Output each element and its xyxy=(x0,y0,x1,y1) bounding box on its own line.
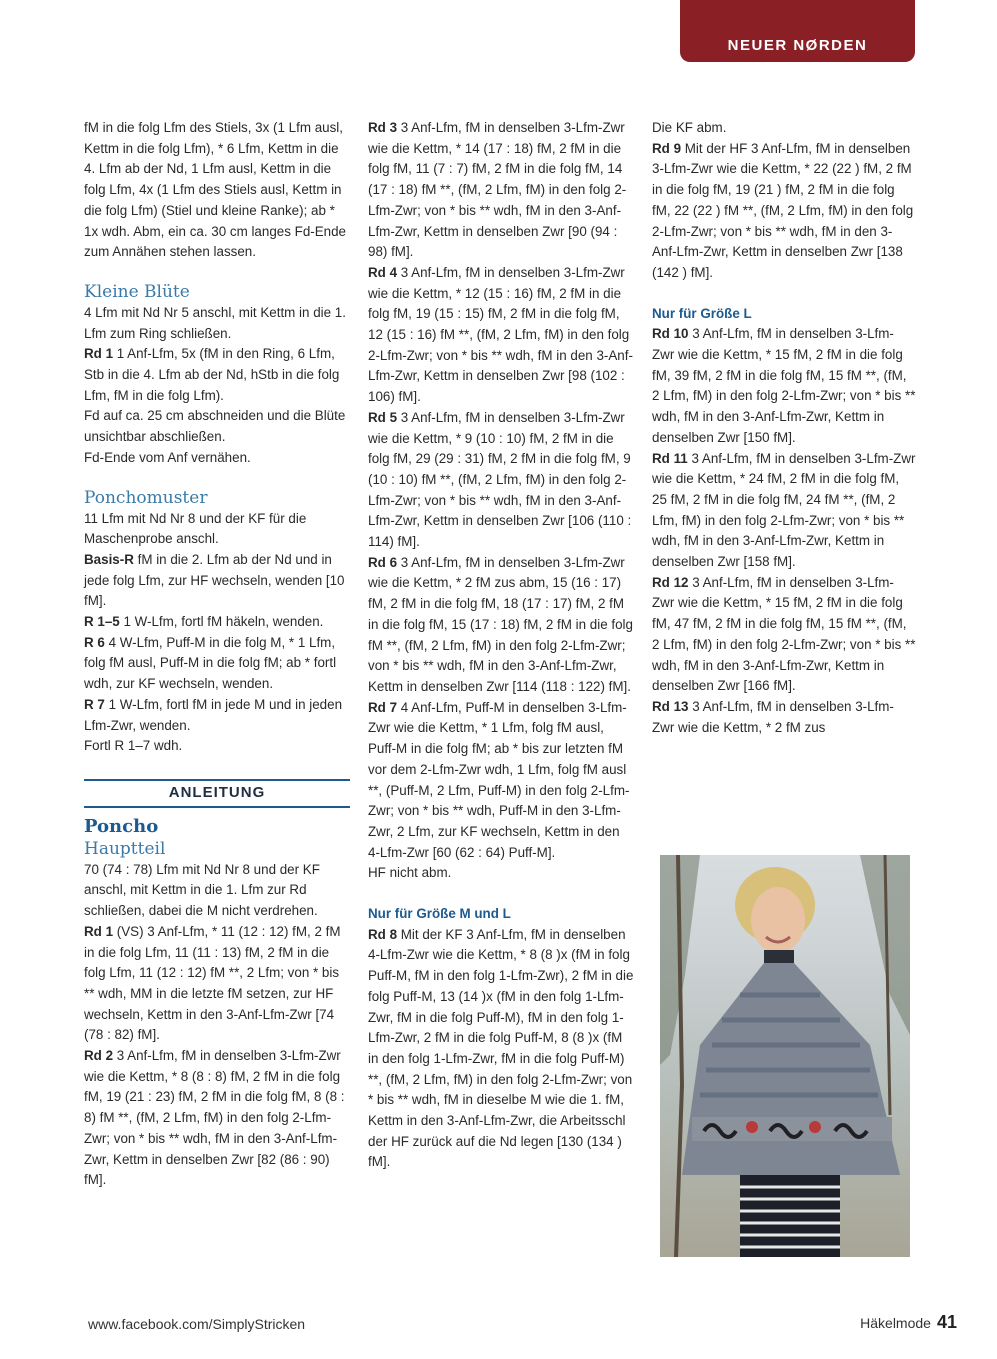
ponchomuster-r1-5: R 1–5 1 W-Lfm, fortl fM häkeln, wenden. xyxy=(84,614,324,630)
poncho-title: Poncho xyxy=(84,815,159,837)
round-3: Rd 3 3 Anf-Lfm, fM in denselben 3-Lfm-Zwr wie die Kettm, * 14 (17 : 18) fM, 2 fM in die folg fM, 11 (7 : 7) fM, 2 fM in die folg fM, 14 (17 : 18) fM **, (fM, 2 Lfm, fM) in den folg 2-Lfm-Zwr; von * bis ** wdh, fM in den 3-Anf-Lfm-Zwr, Kettm in denselben Zwr [90 (94 : 98) fM]. xyxy=(368,120,627,260)
round-4: Rd 4 3 Anf-Lfm, fM in denselben 3-Lfm-Zwr wie die Kettm, * 12 (15 : 16) fM, 2 fM in die folg fM, 19 (15 : 15) fM, 2 fM in die folg fM, 12 (15 : 16) fM **, (fM, 2 Lfm, fM) in den folg 2-Lfm-Zwr; von * bis ** wdh, fM in den 3-Anf-Lfm-Zwr, Kettm in denselben Zwr [98 (102 : 106) fM]. xyxy=(368,264,633,405)
kleine-bluete-rd1: Rd 1 1 Anf-Lfm, 5x (fM in den Ring, 6 Lfm, Stb in die 4. Lfm ab der Nd, hStb in die folg Lfm, fM in die folg Lfm). xyxy=(84,346,340,403)
round-11: Rd 11 3 Anf-Lfm, fM in denselben 3-Lfm-Zwr wie die Kettm, * 24 fM, 2 fM in die folg fM, 25 fM, 2 fM in die folg fM, 24 fM **, (fM, 2 Lfm, fM) in den folg 2-Lfm-Zwr; von * bis ** wdh, fM in den 3-Anf-Lfm-Zwr, Kettm in denselben Zwr [158 fM]. xyxy=(652,450,916,570)
poncho-photo xyxy=(660,855,910,1257)
round-7: Rd 7 4 Anf-Lfm, Puff-M in denselben 3-Lfm-Zwr wie die Kettm, * 1 Lfm, folg fM ausl, Puff-M in die folg fM; ab * bis zur letzten fM vor dem 2-Lfm-Zwr wdh, 1 Lfm, folg fM ausl **, (Puff-M, 2 Lfm, Puff-M) in den folg 2-Lfm-Zwr; von * bis ** wdh, Puff-M in den 3-Lfm-Zwr, 2 Lfm, zur KF wechseln, Kettm in den 4-Lfm-Zwr [60 (62 : 64) Puff-M]. xyxy=(368,699,630,860)
section-tab xyxy=(680,0,915,62)
round-2: Rd 2 3 Anf-Lfm, fM in denselben 3-Lfm-Zwr wie die Kettm, * 8 (8 : 8) fM, 2 fM in die folg fM, 19 (21 : 23) fM, 2 fM in die folg fM, 8 (8 : 8) fM **, (fM, 2 Lfm, fM) in den folg 2-Lfm-Zwr; von * bis ** wdh, fM in den 3-Anf-Lfm-Zwr, Kettm in denselben Zwr [82 (86 : 90) fM]. xyxy=(84,1048,345,1188)
ponchomuster-heading: Ponchomuster xyxy=(84,487,208,508)
footer-url: www.facebook.com/SimplyStricken xyxy=(88,1316,306,1332)
ponchomuster-r6: R 6 4 W-Lfm, Puff-M in die folg M, * 1 Lfm, folg fM ausl, Puff-M in die folg fM; ab * fortl wdh, zur KF wechseln, wenden. xyxy=(84,634,337,692)
section-tab-label: NEUER NØRDEN xyxy=(727,37,868,54)
round-5: Rd 5 3 Anf-Lfm, fM in denselben 3-Lfm-Zwr wie die Kettm, * 9 (10 : 10) fM, 2 fM in die folg fM, 29 (29 : 31) fM, 2 fM in die folg fM, 9 (10 : 10) fM **, (fM, 2 Lfm, fM) in den folg 2-Lfm-Zwr; von * bis ** wdh, fM in den 3-Anf-Lfm-Zwr, Kettm in denselben Zwr [106 (110 : 114) fM]. xyxy=(368,409,632,550)
round-8: Rd 8 Mit der KF 3 Anf-Lfm, fM in denselben 4-Lfm-Zwr wie die Kettm, * 8 (8 )x (fM in folg Puff-M, fM in den folg 1-Lfm-Zwr), 2 fM in die folg Puff-M, 13 (14 )x (fM in den folg 1-Lfm-Zwr, fM in die folg Puff-M), fM in den folg 1-Lfm-Zwr, 2 fM in die folg Puff-M, 8 (8 )x (fM in den folg 1-Lfm-Zwr, fM in die folg Puff-M) **, (fM, 2 Lfm, fM) in den folg 2-Lfm-Zwr; von * bis ** wdh, fM in dieselbe M wie die 1. fM, Kettm in den 3-Anf-Lfm-Zwr, die Arbeitsschl der HF zurück auf die Nd legen [130 (134 ) fM]. xyxy=(368,926,634,1170)
kleine-bluete-heading: Kleine Blüte xyxy=(84,281,190,302)
kleine-bluete-p2: Fd auf ca. 25 cm abschneiden und die Blüte unsichtbar abschließen. xyxy=(84,408,346,445)
hauptteil-heading: Hauptteil xyxy=(84,838,166,859)
footer-right xyxy=(860,1312,957,1333)
kf-abm: Die KF abm. xyxy=(652,120,727,135)
ponchomuster-fortl: Fortl R 1–7 wdh. xyxy=(84,738,183,754)
round-6: Rd 6 3 Anf-Lfm, fM in denselben 3-Lfm-Zwr wie die Kettm, * 2 fM zus abm, 15 (16 : 17) fM, 2 fM in die folg fM, 18 (17 : 17) fM, 2 fM in die folg fM, 15 (17 : 18) fM, 2 fM in die folg fM **, (fM, 2 Lfm, fM) in den folg 2-Lfm-Zwr; von * bis ** wdh, fM in den 3-Anf-Lfm-Zwr, Kettm in denselben Zwr [114 (118 : 122) fM]. xyxy=(368,554,633,694)
hf-nicht-abm: HF nicht abm. xyxy=(368,865,452,881)
round-1: Rd 1 (VS) 3 Anf-Lfm, * 11 (12 : 12) fM, 2 fM in die folg Lfm, 11 (11 : 13) fM, 2 fM in die folg Lfm, 11 (12 : 12) fM **, 2 Lfm; von * bis ** wdh, MM in die letzte fM setzen, zur HF wechseln, Kettm in den 3-Anf-Lfm-Zwr [74 (78 : 82) fM]. xyxy=(84,923,341,1043)
ponchomuster-p1: 11 Lfm mit Nd Nr 8 und der KF für die Maschenprobe anschl. xyxy=(84,510,307,547)
intro-paragraph: fM in die folg Lfm des Stiels, 3x (1 Lfm ausl, Kettm in die folg Lfm), * 6 Lfm, Kettm in die 4. Lfm ab der Nd, 1 Lfm ausl, Kettm in die folg Lfm, 4x (1 Lfm des Stiels ausl, Kettm in die folg Lfm) (Stiel und kleine Ranke); ab * 1x wdh. Abm, ein ca. 30 cm langes Fd-Ende zum Annähen stehen lassen. xyxy=(84,120,346,260)
page-number: 41 xyxy=(936,1312,957,1332)
size-m-l-heading: Nur für Größe M und L xyxy=(368,906,511,922)
ponchomuster-r7: R 7 1 W-Lfm, fortl fM in jede M und in jeden Lfm-Zwr, wenden. xyxy=(84,696,343,733)
round-13: Rd 13 3 Anf-Lfm, fM in denselben 3-Lfm-Zwr wie die Kettm, * 2 fM zus xyxy=(652,698,894,735)
hauptteil-p1: 70 (74 : 78) Lfm mit Nd Nr 8 und der KF anschl, mit Kettm in die 1. Lfm zur Rd schließen, dabei die M nicht verdrehen. xyxy=(84,861,320,919)
ponchomuster-basis: Basis-R fM in die 2. Lfm ab der Nd und in jede folg Lfm, zur HF wechseln, wenden [10 fM]. xyxy=(84,551,345,609)
column-3 xyxy=(652,118,916,738)
kleine-bluete-p1: 4 Lfm mit Nd Nr 5 anschl, mit Kettm in die 1. Lfm zum Ring schließen. xyxy=(84,304,346,341)
round-9: Rd 9 Mit der HF 3 Anf-Lfm, fM in denselben 3-Lfm-Zwr wie die Kettm, * 22 (22 ) fM, 2 fM in die folg fM, 19 (21 ) fM, 2 fM in die folg fM, 22 (22 ) fM **, (fM, 2 Lfm, fM) in den folg 2-Lfm-Zwr; von * bis ** wdh, fM in den 3-Anf-Lfm-Zwr, Kettm in denselben Zwr [138 (142 ) fM]. xyxy=(652,140,914,280)
kleine-bluete-p3: Fd-Ende vom Anf vernähen. xyxy=(84,449,251,465)
column-2 xyxy=(368,118,634,1173)
round-10: Rd 10 3 Anf-Lfm, fM in denselben 3-Lfm-Zwr wie die Kettm, * 15 fM, 2 fM in die folg fM, 39 fM, 2 fM in die folg fM, 15 fM **, (fM, 2 Lfm, fM) in den folg 2-Lfm-Zwr; von * bis ** wdh, fM in den 3-Anf-Lfm-Zwr, Kettm in denselben Zwr [150 fM]. xyxy=(652,326,916,445)
anleitung-banner: ANLEITUNG xyxy=(84,779,350,808)
size-l-heading: Nur für Größe L xyxy=(652,305,752,321)
footer-section: Häkelmode xyxy=(860,1315,931,1331)
column-1 xyxy=(84,118,350,1191)
round-12: Rd 12 3 Anf-Lfm, fM in denselben 3-Lfm-Zwr wie die Kettm, * 15 fM, 2 fM in die folg fM, 47 fM, 2 fM in die folg fM, 15 fM **, (fM, 2 Lfm, fM) in den folg 2-Lfm-Zwr; von * bis ** wdh, fM in den 3-Anf-Lfm-Zwr, Kettm in denselben Zwr [166 fM]. xyxy=(652,574,916,694)
